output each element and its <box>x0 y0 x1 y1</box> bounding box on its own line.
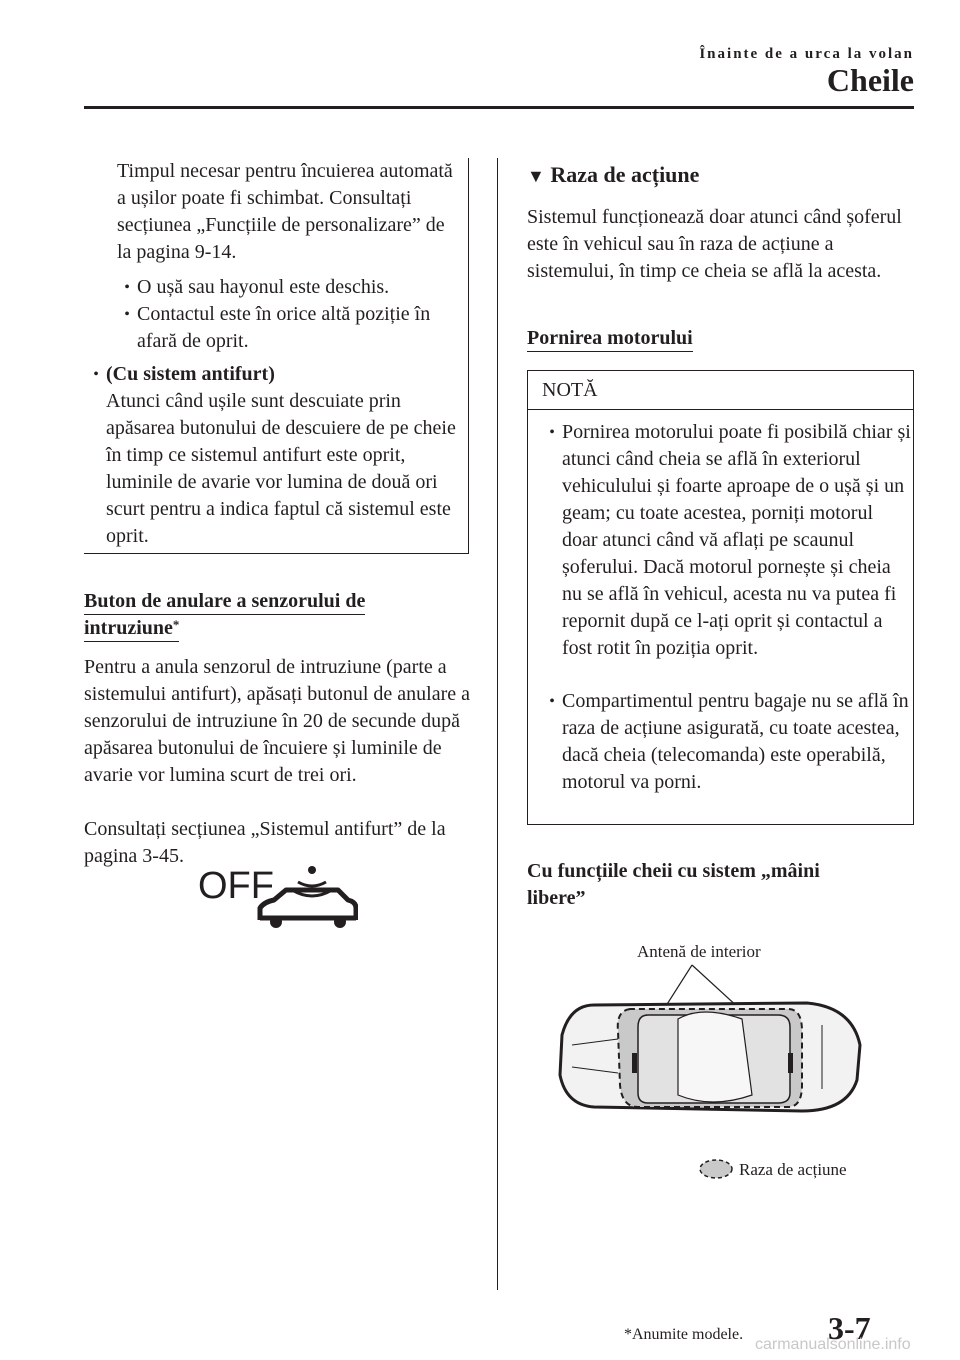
bullet-dot: • <box>549 424 555 441</box>
bullet-antitheft <box>86 361 462 550</box>
sub-bullet-door-open: • O ușă sau hayonul este deschis. <box>117 274 389 301</box>
range-paragraph: Sistemul funcționează doar atunci când șoferul este în vehicul sau în raza de acțiune a sistemului, în timp ce cheia se află la acesta. <box>527 206 902 282</box>
note-title: NOTĂ <box>542 379 598 401</box>
watermark: carmanualsonline.info <box>755 1336 911 1353</box>
column-divider <box>497 158 498 1290</box>
antitheft-text: Atunci când ușile sunt descuiate prin apăsarea butonului de descuiere de pe cheie în timp ce sistemul antifurt este oprit, luminile de avarie vor lumina de două ori scurt pentru a indica faptul că sistemul este oprit. <box>106 390 456 547</box>
antitheft-title: (Cu sistem antifurt) <box>106 363 275 385</box>
auto-lock-paragraph: Timpul necesar pentru încuierea automată a ușilor poate fi schimbat. Consultați secțiunea „Funcțiile de personalizare” de la pagina 9-14. <box>117 160 453 263</box>
page-number: 3-7 <box>828 1310 871 1346</box>
bullet-dot: • <box>549 693 555 710</box>
note-rule <box>528 409 913 410</box>
antenna-label: Antenă de interior <box>637 942 761 961</box>
intrusion-heading: Buton de anulare a senzorului de intruziune* <box>84 588 365 642</box>
footnote-mark: * <box>172 617 180 632</box>
bullet-dot: • <box>93 366 99 383</box>
footnote: *Anumite modele. <box>624 1326 744 1343</box>
note-bullet-engine: • Pornirea motorului poate fi posibilă chiar și atunci când cheia se află în exteriorul vehiculului și foarte aproape de o ușă și un geam; cu toate acestea, porniți motorul doar atunci când vă aflați pe scaunul șoferului. Dacă motorul pornește și cheia nu se află în vehicul, acesta nu va putea fi repornit după ce l-ați oprit și contactul a fost rotit în poziția oprit. <box>542 419 912 662</box>
intrusion-off-icon <box>198 860 358 930</box>
intrusion-paragraph: Pentru a anula senzorul de intruziune (parte a sistemului antifurt), apăsați butonul de anulare a senzorului de intruziune în 20 de secunde după apăsarea butonului de încuiere și luminile de avarie vor lumina scurt de trei ori. <box>84 656 470 786</box>
note-box <box>527 370 914 825</box>
range-legend-icon <box>700 1160 732 1178</box>
engine-start-heading: Pornirea motorului <box>527 325 693 352</box>
bullet-dot: • <box>124 279 130 296</box>
page-title: Cheile <box>826 62 914 98</box>
header-rule <box>84 106 914 109</box>
triangle-down-icon: ▼ <box>527 166 545 186</box>
intrusion-reference: Consultați secțiunea „Sistemul antifurt” de la pagina 3-45. <box>84 818 446 867</box>
car-range-diagram <box>552 935 872 1185</box>
range-legend-label: Raza de acțiune <box>739 1160 847 1179</box>
sub-bullet-ignition: • Contactul este în orice altă poziție în afară de oprit. <box>117 301 457 355</box>
off-label: OFF <box>198 865 274 907</box>
range-heading: ▼ Raza de acțiune <box>527 162 700 187</box>
conditions-box <box>84 158 469 554</box>
header-section: Înainte de a urca la volan <box>699 46 914 62</box>
note-bullet-luggage: • Compartimentul pentru bagaje nu se află în raza de acțiune asigurată, cu toate acestea, dacă cheia (telecomanda) este operabilă, motorul va porni. <box>542 688 912 796</box>
hands-free-heading: Cu funcțiile cheii cu sistem „mâini libere” <box>527 860 820 909</box>
bullet-dot: • <box>124 306 130 323</box>
